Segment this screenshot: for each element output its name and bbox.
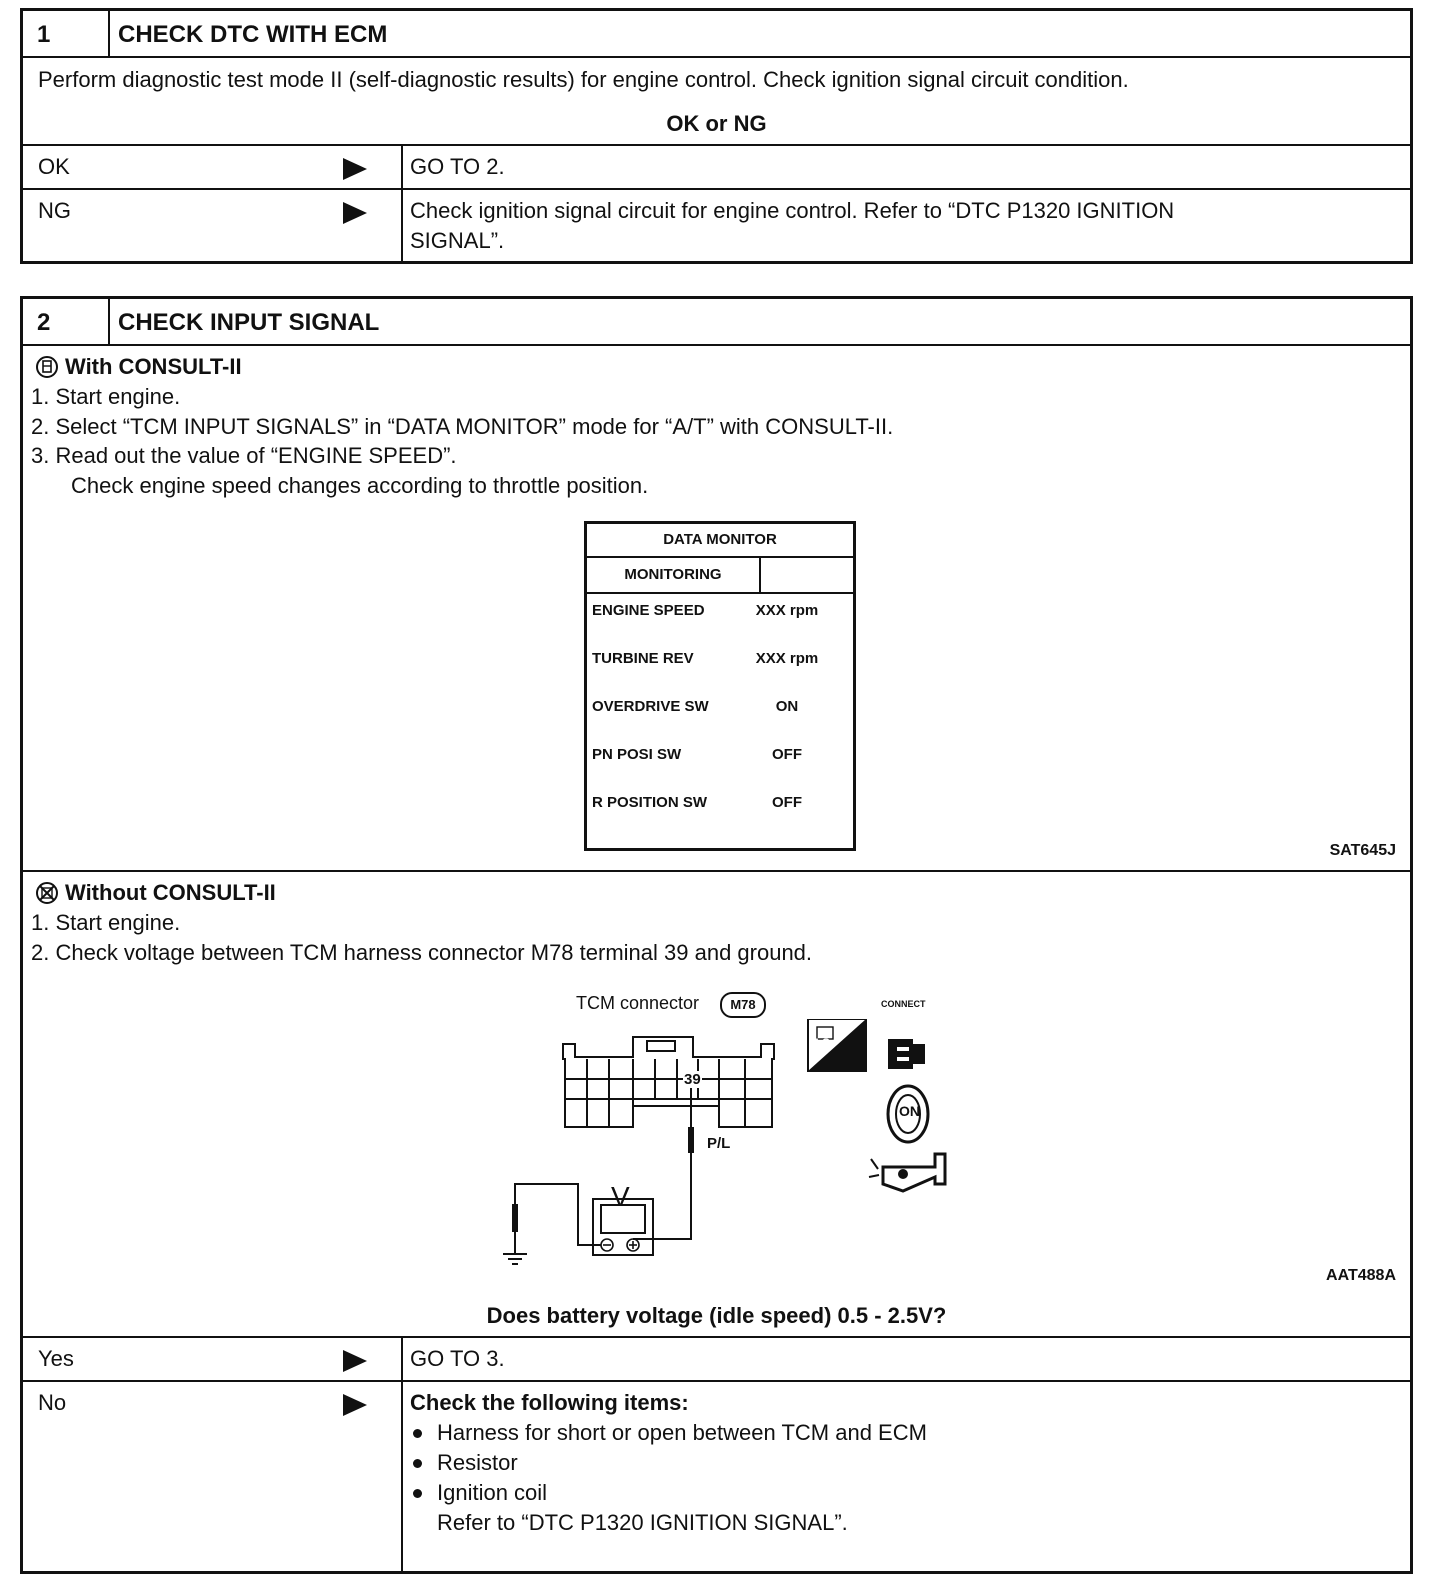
arrow-icon xyxy=(343,1394,367,1416)
result-divider xyxy=(401,1336,403,1571)
figure-code: AAT488A xyxy=(1326,1267,1396,1284)
instruction-text: Perform diagnostic test mode II (self-diagnostic results) for engine control. Check ignition signal circuit condition. xyxy=(38,67,1129,92)
step-title: CHECK INPUT SIGNAL xyxy=(118,309,380,336)
check-item: Resistor xyxy=(437,1450,518,1475)
step-1-box xyxy=(20,8,1413,264)
divider xyxy=(23,188,1410,190)
result-no-label: No xyxy=(38,1390,67,1415)
bullet-icon xyxy=(413,1429,422,1438)
arrow-icon xyxy=(343,202,367,224)
data-monitor-header: DATA MONITOR xyxy=(663,531,777,548)
question-text: OK or NG xyxy=(666,111,767,136)
voltmeter-label: V xyxy=(611,1181,630,1212)
refer-text: Refer to “DTC P1320 IGNITION SIGNAL”. xyxy=(437,1510,848,1535)
monitor-item-name: R POSITION SW xyxy=(592,794,708,811)
key-on-label: ON xyxy=(899,1103,920,1119)
connect-label: CONNECT xyxy=(881,999,926,1009)
consult-step-2: 2. Select “TCM INPUT SIGNALS” in “DATA MONITOR” mode for “A/T” with CONSULT-II. xyxy=(31,414,894,439)
divider xyxy=(23,344,1410,346)
result-ng-label: NG xyxy=(38,198,71,223)
consult-step-3: 3. Read out the value of “ENGINE SPEED”. xyxy=(31,443,457,468)
engine-running-icon xyxy=(869,1154,945,1191)
question-text: Does battery voltage (idle speed) 0.5 - 2.5V? xyxy=(486,1303,947,1328)
monitor-item-name: ENGINE SPEED xyxy=(592,602,705,619)
divider xyxy=(23,56,1410,58)
wire-color-label: P/L xyxy=(707,1135,731,1152)
result-ng-action-line2: SIGNAL”. xyxy=(410,228,505,253)
monitor-item-name: OVERDRIVE SW xyxy=(592,698,709,715)
divider xyxy=(23,144,1410,146)
with-consult-heading: With CONSULT-II xyxy=(65,354,242,379)
monitor-item-name: TURBINE REV xyxy=(592,650,694,667)
manual-step-1: 1. Start engine. xyxy=(31,910,181,935)
result-yes-label: Yes xyxy=(38,1346,74,1371)
consult-tool-icon xyxy=(35,355,59,379)
step-2-box xyxy=(20,296,1413,1574)
divider xyxy=(23,1336,1410,1338)
divider xyxy=(587,592,853,594)
connector-id-badge: M78 xyxy=(720,992,766,1018)
without-consult-heading: Without CONSULT-II xyxy=(65,880,276,905)
arrow-icon xyxy=(343,158,367,180)
result-divider xyxy=(401,144,403,261)
monitoring-label: MONITORING xyxy=(624,566,722,583)
divider xyxy=(23,1380,1410,1382)
step-number: 1 xyxy=(37,21,51,48)
result-yes-action: GO TO 3. xyxy=(410,1346,505,1371)
arrow-icon xyxy=(343,1350,367,1372)
check-item: Ignition coil xyxy=(437,1480,548,1505)
bullet-icon xyxy=(413,1489,422,1498)
data-monitor-screen xyxy=(584,521,856,851)
connect-icon xyxy=(888,1039,925,1069)
header-divider xyxy=(108,299,110,345)
monitor-item-value: OFF xyxy=(772,794,802,811)
divider xyxy=(759,558,761,593)
manual-step-2: 2. Check voltage between TCM harness connector M78 terminal 39 and ground. xyxy=(31,940,813,965)
terminal-number: 39 xyxy=(684,1071,701,1088)
tcm-connector-label: TCM connector xyxy=(576,993,700,1013)
monitor-item-value: OFF xyxy=(772,746,802,763)
monitor-item-value: ON xyxy=(775,698,799,715)
monitor-item-value: XXX rpm xyxy=(755,602,819,619)
result-no-title: Check the following items: xyxy=(410,1390,689,1415)
monitor-item-value: XXX rpm xyxy=(755,650,819,667)
header-divider xyxy=(108,11,110,57)
result-ok-action: GO TO 2. xyxy=(410,154,505,179)
consult-step-1: 1. Start engine. xyxy=(31,384,181,409)
consult-note: Check engine speed changes according to throttle position. xyxy=(71,473,649,498)
hs-label: H.S. xyxy=(810,1036,834,1050)
divider xyxy=(23,870,1410,872)
monitor-item-name: PN POSI SW xyxy=(592,746,682,763)
result-ok-label: OK xyxy=(38,154,70,179)
bullet-icon xyxy=(413,1459,422,1468)
result-ng-action-line1: Check ignition signal circuit for engine control. Refer to “DTC P1320 IGNITION xyxy=(410,198,1175,223)
no-tool-icon xyxy=(35,881,59,905)
check-item: Harness for short or open between TCM and ECM xyxy=(437,1420,927,1445)
step-number: 2 xyxy=(37,309,51,336)
figure-code: SAT645J xyxy=(1329,842,1396,859)
step-title: CHECK DTC WITH ECM xyxy=(118,21,388,48)
